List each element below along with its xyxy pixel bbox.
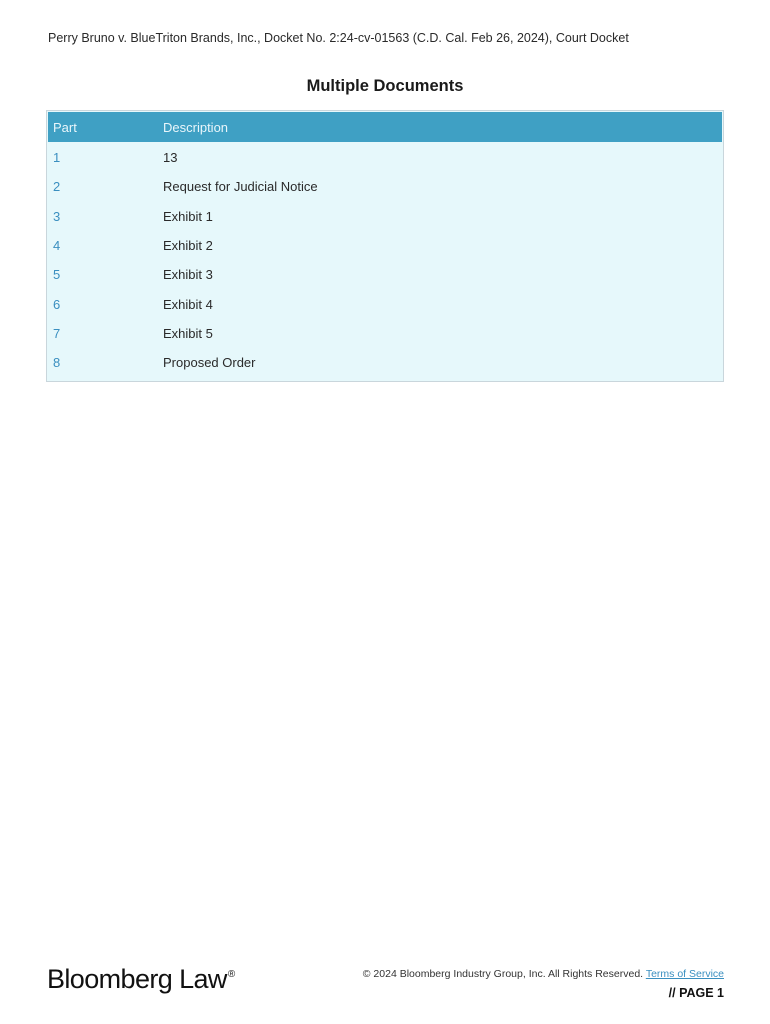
row-description: Proposed Order bbox=[163, 355, 256, 371]
copyright-notice bbox=[363, 968, 724, 980]
table-row bbox=[48, 319, 722, 348]
row-description: Exhibit 3 bbox=[163, 267, 213, 283]
table-row bbox=[48, 289, 722, 318]
row-description: 13 bbox=[163, 150, 178, 166]
documents-table bbox=[46, 110, 724, 382]
part-link[interactable]: 4 bbox=[53, 238, 61, 254]
page-title: Multiple Documents bbox=[306, 77, 464, 95]
row-description: Exhibit 5 bbox=[163, 325, 213, 341]
row-description: Exhibit 2 bbox=[163, 238, 213, 254]
part-link[interactable]: 7 bbox=[53, 325, 61, 341]
table-row bbox=[48, 202, 722, 231]
table-row bbox=[48, 143, 722, 172]
logo-text: Bloomberg Law bbox=[47, 964, 227, 994]
column-header-description: Description bbox=[163, 119, 229, 135]
terms-of-service-link[interactable]: Terms of Service bbox=[645, 968, 724, 980]
table-row bbox=[48, 348, 722, 377]
docket-header: Perry Bruno v. BlueTriton Brands, Inc., Docket No. 2:24-cv-01563 (C.D. Cal. Feb 26, 2024), Court Docket bbox=[48, 31, 629, 45]
table-header bbox=[48, 112, 722, 142]
row-description: Request for Judicial Notice bbox=[163, 179, 318, 195]
table-row bbox=[48, 231, 722, 260]
part-link[interactable]: 2 bbox=[53, 179, 61, 195]
part-link[interactable]: 8 bbox=[53, 355, 61, 371]
bloomberg-law-logo bbox=[47, 964, 235, 995]
row-description: Exhibit 4 bbox=[163, 296, 213, 312]
part-link[interactable]: 1 bbox=[53, 150, 61, 166]
table-row bbox=[48, 260, 722, 289]
table-row bbox=[48, 172, 722, 201]
copyright-text: © 2024 Bloomberg Industry Group, Inc. All Rights Reserved. bbox=[362, 968, 644, 980]
part-link[interactable]: 5 bbox=[53, 267, 61, 283]
registered-mark: ® bbox=[227, 969, 235, 980]
part-link[interactable]: 6 bbox=[53, 296, 61, 312]
column-header-part: Part bbox=[53, 119, 77, 135]
page-number: // PAGE 1 bbox=[668, 986, 724, 1000]
table-body bbox=[47, 143, 723, 381]
part-link[interactable]: 3 bbox=[53, 208, 61, 224]
row-description: Exhibit 1 bbox=[163, 208, 213, 224]
